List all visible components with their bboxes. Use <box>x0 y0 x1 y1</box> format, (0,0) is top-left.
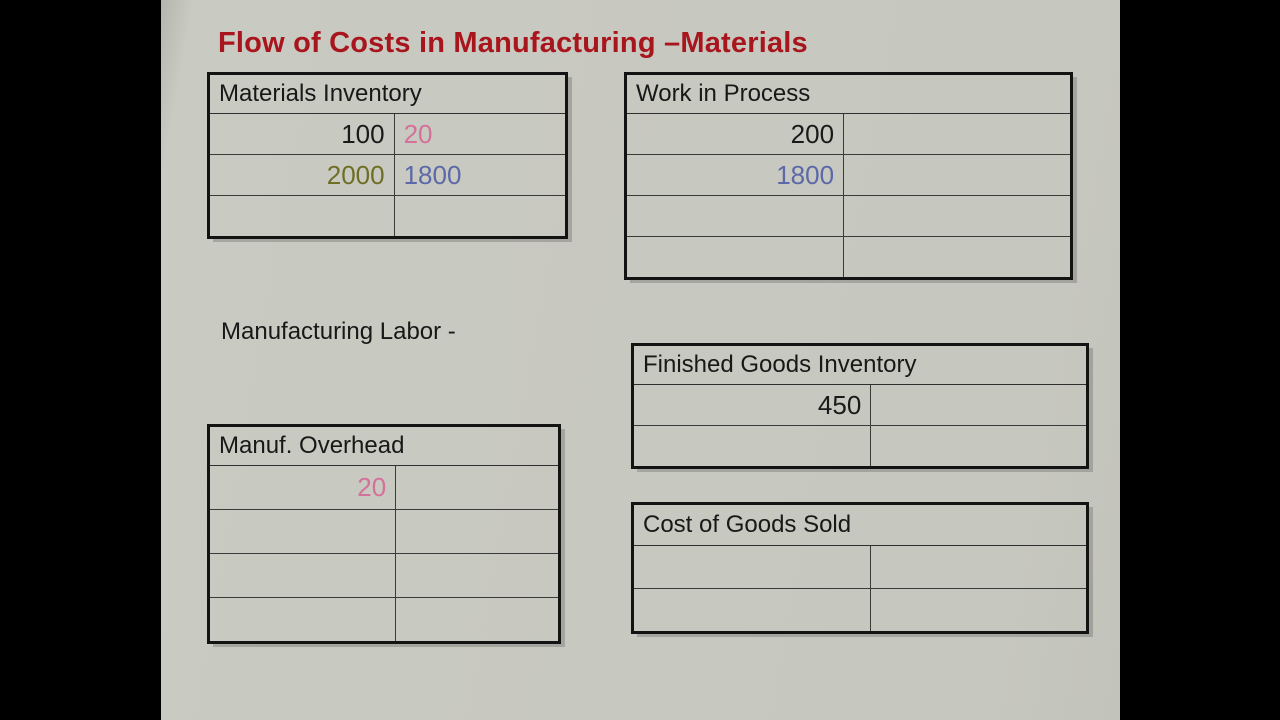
slide <box>161 0 1120 720</box>
credit-cell: 20 <box>403 118 433 149</box>
letterbox-left <box>0 0 161 720</box>
account-row <box>210 466 558 510</box>
debit-cell: 100 <box>210 114 395 154</box>
credit-cell <box>844 196 1070 236</box>
account-row <box>634 589 1086 631</box>
account-row <box>627 237 1070 277</box>
debit-cell <box>210 598 396 641</box>
account-work-in-process <box>624 72 1073 280</box>
account-row <box>210 196 565 236</box>
manufacturing-labor-label: Manufacturing Labor - <box>221 318 456 345</box>
credit-cell <box>871 385 1086 425</box>
credit-cell: 1800 <box>403 159 462 190</box>
account-row <box>210 598 558 641</box>
account-row <box>627 114 1070 155</box>
credit-cell <box>844 237 1070 277</box>
slide-title: Flow of Costs in Manufacturing –Materials <box>218 27 808 59</box>
letterbox-right <box>1120 0 1280 720</box>
account-row <box>210 510 558 554</box>
account-row <box>627 196 1070 237</box>
credit-cell <box>871 546 1086 588</box>
account-row <box>634 426 1086 466</box>
credit-cell <box>396 554 558 597</box>
debit-cell <box>210 554 396 597</box>
debit-cell <box>210 510 396 553</box>
debit-cell <box>210 196 395 236</box>
account-row <box>210 114 565 155</box>
debit-cell <box>627 237 844 277</box>
debit-cell <box>634 426 871 466</box>
credit-cell <box>395 196 565 236</box>
credit-cell <box>871 589 1086 631</box>
account-materials-inventory <box>207 72 568 239</box>
debit-cell: 1800 <box>627 155 844 195</box>
account-row <box>627 155 1070 196</box>
credit-cell <box>844 114 1070 154</box>
credit-cell <box>396 510 558 553</box>
account-cost-of-goods-sold <box>631 502 1089 634</box>
credit-cell <box>396 466 558 509</box>
account-row <box>210 554 558 598</box>
account-manuf-overhead <box>207 424 561 644</box>
debit-cell <box>627 196 844 236</box>
account-title: Cost of Goods Sold <box>634 505 1086 546</box>
account-title: Manuf. Overhead <box>210 427 558 466</box>
credit-cell <box>871 426 1086 466</box>
account-row <box>210 155 565 196</box>
account-title: Finished Goods Inventory <box>634 346 1086 385</box>
debit-cell: 2000 <box>210 155 395 195</box>
debit-cell: 450 <box>634 385 871 425</box>
debit-cell <box>634 546 871 588</box>
debit-cell: 200 <box>627 114 844 154</box>
debit-cell <box>634 589 871 631</box>
debit-cell: 20 <box>210 466 396 509</box>
account-title: Materials Inventory <box>210 75 565 114</box>
account-row <box>634 385 1086 426</box>
account-finished-goods-inventory <box>631 343 1089 469</box>
credit-cell <box>396 598 558 641</box>
credit-cell <box>844 155 1070 195</box>
account-row <box>634 546 1086 589</box>
account-title: Work in Process <box>627 75 1070 114</box>
